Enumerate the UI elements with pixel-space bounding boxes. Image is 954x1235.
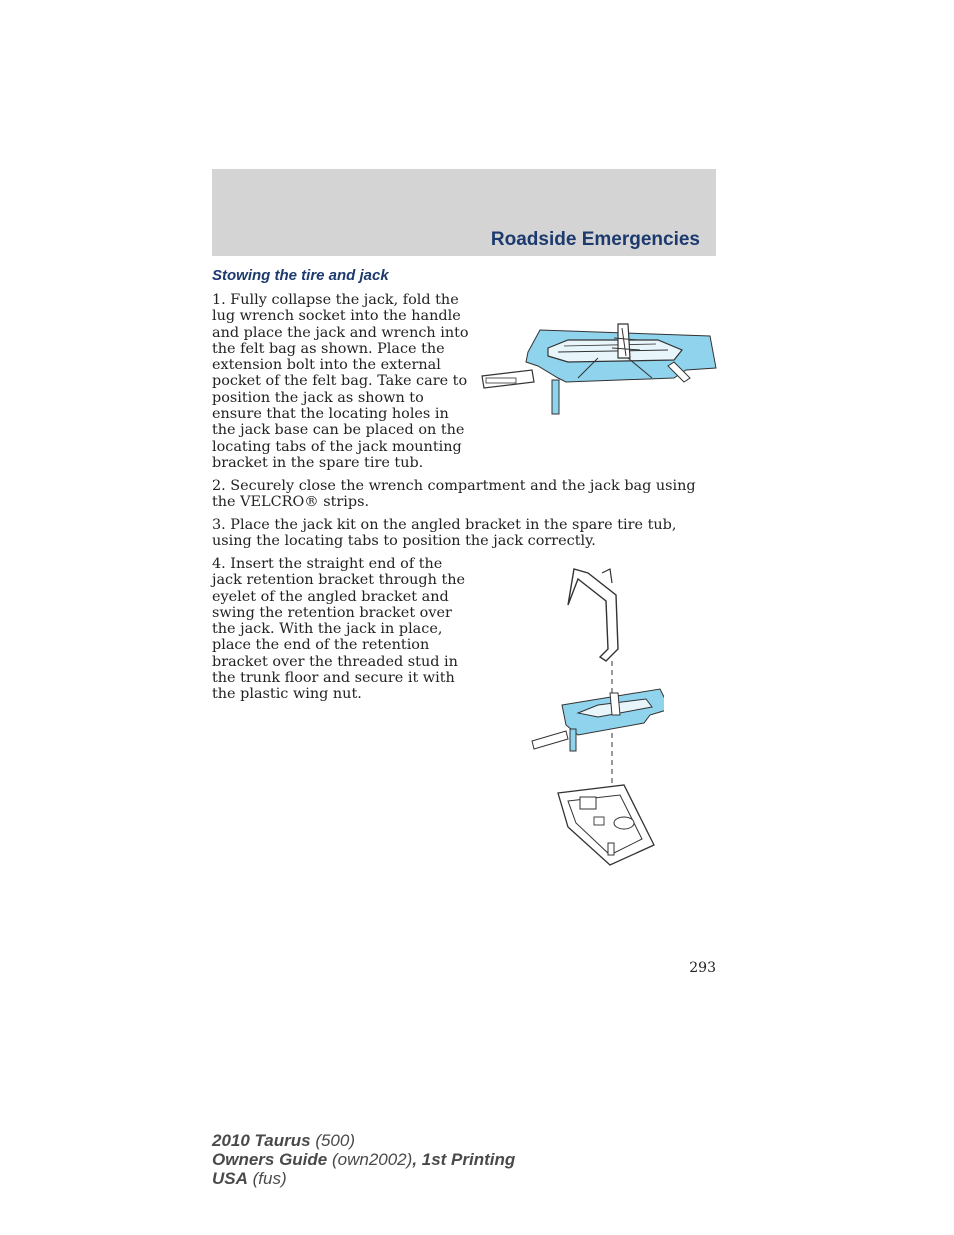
footer-line-3 [212, 1169, 515, 1188]
footer-market: USA [212, 1169, 248, 1188]
footer-market-code: (fus) [247, 1169, 287, 1188]
step-1-text: 1. Fully collapse the jack, fold the lug wrench socket into the handle and place the jack and wrench into the felt bag as shown. Place the extension bolt into the external pocket of the felt bag. Take care to position the jack as shown to ensure that the locating holes in the jack base can be placed on the locating tabs of the jack mounting bracket in the spare tire tub. [212, 292, 469, 471]
footer-guide-code: (own2002) [327, 1150, 413, 1169]
step-4-text: 4. Insert the straight end of the jack retention bracket through the eyelet of the angled bracket and swing the retention bracket over the jack. With the jack in place, place the end of the retention bracket over the threaded stud in the trunk floor and secure it with the plastic wing nut. [212, 556, 466, 703]
jack-retention-bracket-illustration [528, 565, 664, 870]
footer-model: 2010 Taurus [212, 1131, 311, 1150]
page-number: 293 [689, 960, 716, 976]
step-3-text: 3. Place the jack kit on the angled bracket in the spare tire tub, using the locating tabs to position the jack correctly. [212, 517, 677, 550]
footer-guide: Owners Guide [212, 1150, 328, 1169]
footer-model-code: (500) [310, 1131, 356, 1150]
jack-in-felt-bag-illustration [478, 318, 718, 418]
header-band [212, 169, 716, 256]
document-footer [212, 1131, 515, 1188]
footer-printing: , 1st Printing [412, 1150, 516, 1169]
section-heading: Stowing the tire and jack [212, 267, 389, 284]
footer-line-1 [212, 1131, 515, 1150]
step-2-text: 2. Securely close the wrench compartment and the jack bag using the VELCRO® strips. [212, 478, 696, 511]
footer-line-2 [212, 1150, 515, 1169]
page-title: Roadside Emergencies [490, 229, 700, 250]
